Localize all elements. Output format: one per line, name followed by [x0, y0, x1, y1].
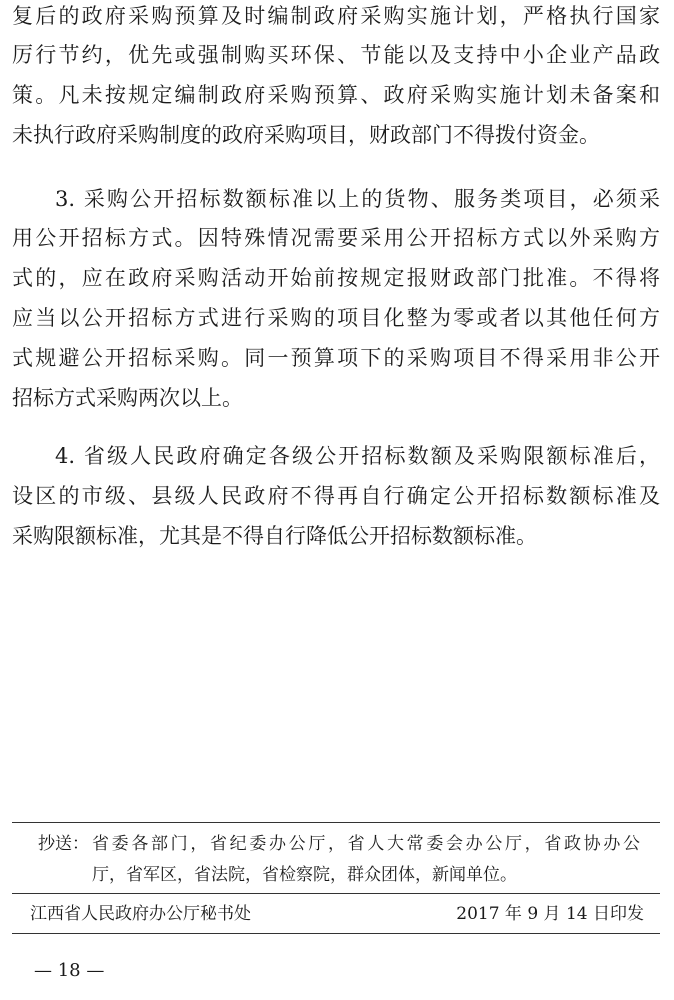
body-line: 策。凡未按规定编制政府采购预算、政府采购实施计划未备案和 — [12, 83, 660, 107]
page-number: — 18 — — [34, 960, 105, 981]
body-line: 3. 采购公开招标数额标准以上的货物、服务类项目，必须采 — [55, 187, 660, 211]
distribution-line-1: 省委各部门，省纪委办公厅，省人大常委会办公厅，省政协办公 — [92, 834, 640, 854]
body-line: 式规避公开招标采购。同一预算项下的采购项目不得采用非公开 — [12, 346, 660, 370]
body-line: 设区的市级、县级人民政府不得再自行确定公开招标数额标准及 — [12, 484, 660, 508]
body-line: 未执行政府采购制度的政府采购项目，财政部门不得拨付资金。 — [12, 123, 600, 147]
body-line: 式的，应在政府采购活动开始前按规定报财政部门批准。不得将 — [12, 266, 660, 290]
distribution-label: 抄送： — [38, 834, 89, 854]
divider-top — [12, 822, 660, 823]
distribution-line-2: 厅，省军区，省法院，省检察院，群众团体，新闻单位。 — [92, 865, 517, 885]
body-line: 招标方式采购两次以上。 — [12, 386, 243, 410]
divider-bottom — [12, 933, 660, 934]
divider-middle — [12, 893, 660, 894]
body-line: 应当以公开招标方式进行采购的项目化整为零或者以其他任何方 — [12, 306, 660, 330]
issue-date: 2017 年 9 月 14 日印发 — [456, 904, 644, 924]
body-line: 用公开招标方式。因特殊情况需要采用公开招标方式以外采购方 — [12, 226, 660, 250]
body-line: 厉行节约，优先或强制购买环保、节能以及支持中小企业产品政 — [12, 43, 660, 67]
body-line: 4. 省级人民政府确定各级公开招标数额及采购限额标准后， — [55, 444, 660, 468]
body-line: 复后的政府采购预算及时编制政府采购实施计划，严格执行国家 — [12, 4, 660, 28]
issuer-name: 江西省人民政府办公厅秘书处 — [30, 904, 251, 924]
body-line: 采购限额标准，尤其是不得自行降低公开招标数额标准。 — [12, 524, 537, 548]
